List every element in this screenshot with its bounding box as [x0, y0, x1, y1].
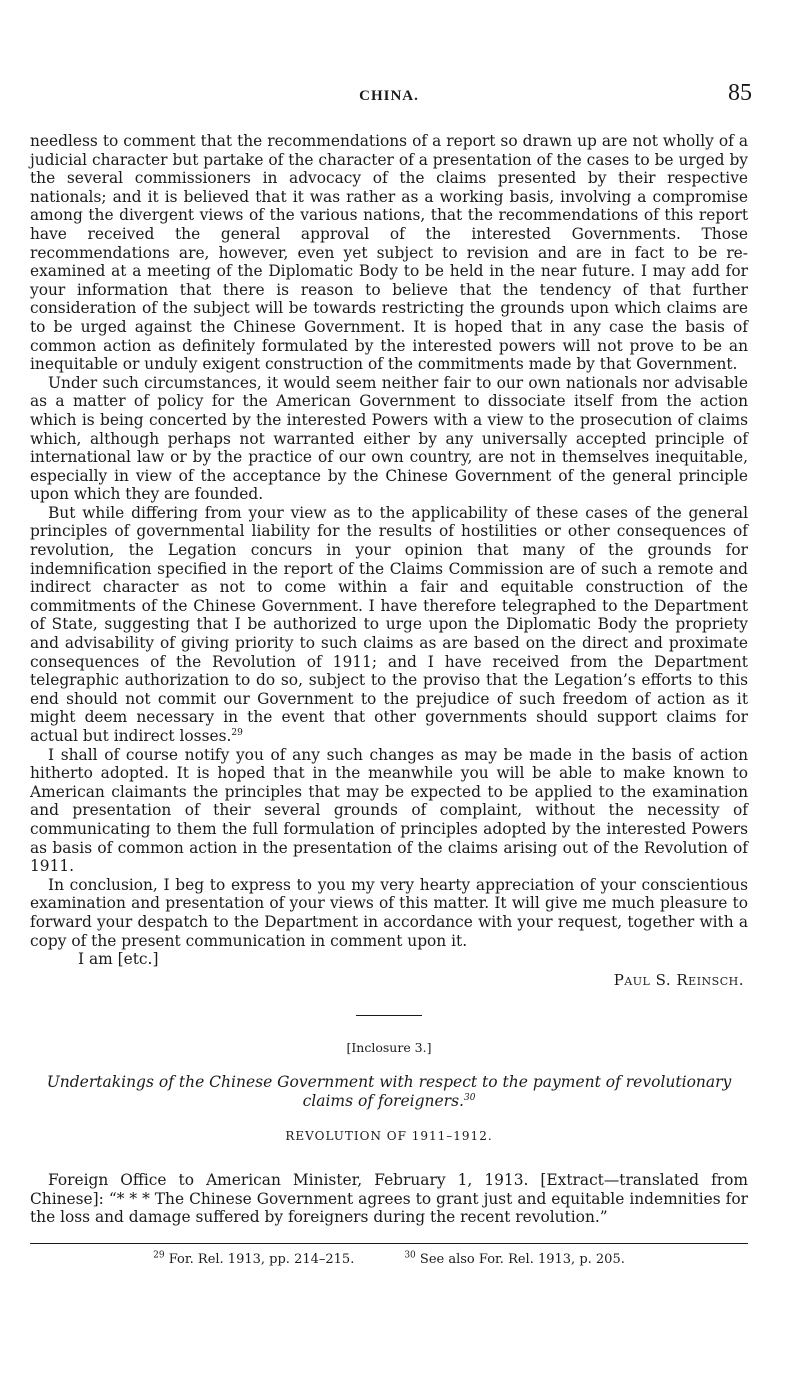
page-header [30, 80, 752, 110]
inclosure-title-text: Undertakings of the Chinese Government with respect to the payment of revolutionary claims of foreigners. [46, 1073, 732, 1111]
footnote [404, 1252, 625, 1267]
section-subheading: REVOLUTION OF 1911–1912. [285, 1129, 493, 1144]
paragraph: I shall of course notify you of any such changes as may be made in the basis of action hitherto adopted. It is hoped that in the meanwhile you will be able to make known to American claimants the principles that may be expected to be applied to the examination and presentation of their several grounds of complaint, without the necessity of communicating to them the full formulation of principles adopted by the interested Powers as basis of common action in the presentation of the claims arising out of the Revolution of 1911. [30, 745, 748, 876]
document-page [30, 80, 752, 1267]
section-divider [356, 1015, 422, 1016]
letter-body [30, 132, 748, 950]
footnote-ref: 29 [231, 727, 243, 738]
signature: Paul S. Reinsch. [613, 971, 744, 990]
footnote-text: For. Rel. 1913, pp. 214–215. [168, 1251, 355, 1267]
page-number: 85 [728, 80, 752, 106]
footnote-divider [30, 1243, 748, 1244]
inclosure-label: [Inclosure 3.] [346, 1040, 432, 1056]
footnote-marker: 29 [153, 1250, 165, 1261]
closing-line: I am [etc.] [78, 950, 159, 969]
paragraph: In conclusion, I beg to express to you my very hearty appreciation of your conscientious examination and presentation of your views of this matter. It will give me much pleasure to forward your despatch to the Department in accordance with your request, together with a copy of the present communication in comment upon it. [30, 875, 748, 950]
footnote-marker: 30 [404, 1250, 416, 1261]
footnote-text: See also For. Rel. 1913, p. 205. [419, 1251, 625, 1267]
paragraph [30, 504, 748, 746]
running-title: CHINA. [359, 88, 419, 104]
paragraph: needless to comment that the recommendations of a report so drawn up are not wholly of a judicial character but partake of the character of a presentation of the cases to be urged by the several commissioners in advocacy of the claims presented by their respective nationals; and it is believed that it was rather as a working basis, involving a compromise among the divergent views of the various nations, that the recommendations of this report have received the general approval of the interested Governments. Those recommendations are, however, even yet subject to revision and are in fact to be re-examined at a meeting of the Diplomatic Body to be held in the near future. I may add for your information that there is reason to believe that the tendency of that further consideration of the subject will be towards restricting the grounds upon which claims are to be urged against the Chinese Government. It is hoped that in any case the basis of common action as definitely formulated by the interested powers will not prove to be an inequitable or unduly exigent construction of the commitments made by that Government. [30, 132, 748, 374]
inclosure-title [30, 1073, 748, 1111]
footnote-ref: 30 [463, 1092, 476, 1103]
extract-paragraph: Foreign Office to American Minister, February 1, 1913. [Extract—translated from Chinese]: “* * * The Chinese Government agrees to grant just and equitable indemnities for the loss and damage suffered by foreigners during the recent revolution.” [30, 1171, 748, 1227]
paragraph-text: But while differing from your view as to the applicability of these cases of the general principles of governmental liability for the results of hostilities or other consequences of revolution, the Legation concurs in your opinion that many of the grounds for indemnification specified in the report of the Claims Commission are of such a remote and indirect character as not to come within a fair and equitable construction of the commitments of the Chinese Government. I have therefore telegraphed to the Department of State, suggesting that I be authorized to urge upon the Diplomatic Body the propriety and advisability of giving priority to such claims as are based on the direct and proximate consequences of the Revolution of 1911; and I have received from the Department telegraphic authorization to do so, subject to the proviso that the Legation’s efforts to this end should not commit our Government to the prejudice of such freedom of action as it might deem necessary in the event that other governments should support claims for actual but indirect losses. [30, 503, 748, 745]
footnotes [30, 1252, 748, 1267]
footnote [153, 1252, 354, 1267]
paragraph: Under such circumstances, it would seem neither fair to our own nationals nor advisable as a matter of policy for the American Government to dissociate itself from the action which is being concerted by the interested Powers with a view to the prosecution of claims which, although perhaps not warranted either by any universally accepted principle of international law or by the practice of our own country, are not in themselves inequitable, especially in view of the acceptance by the Chinese Government of the general principle upon which they are founded. [30, 373, 748, 504]
